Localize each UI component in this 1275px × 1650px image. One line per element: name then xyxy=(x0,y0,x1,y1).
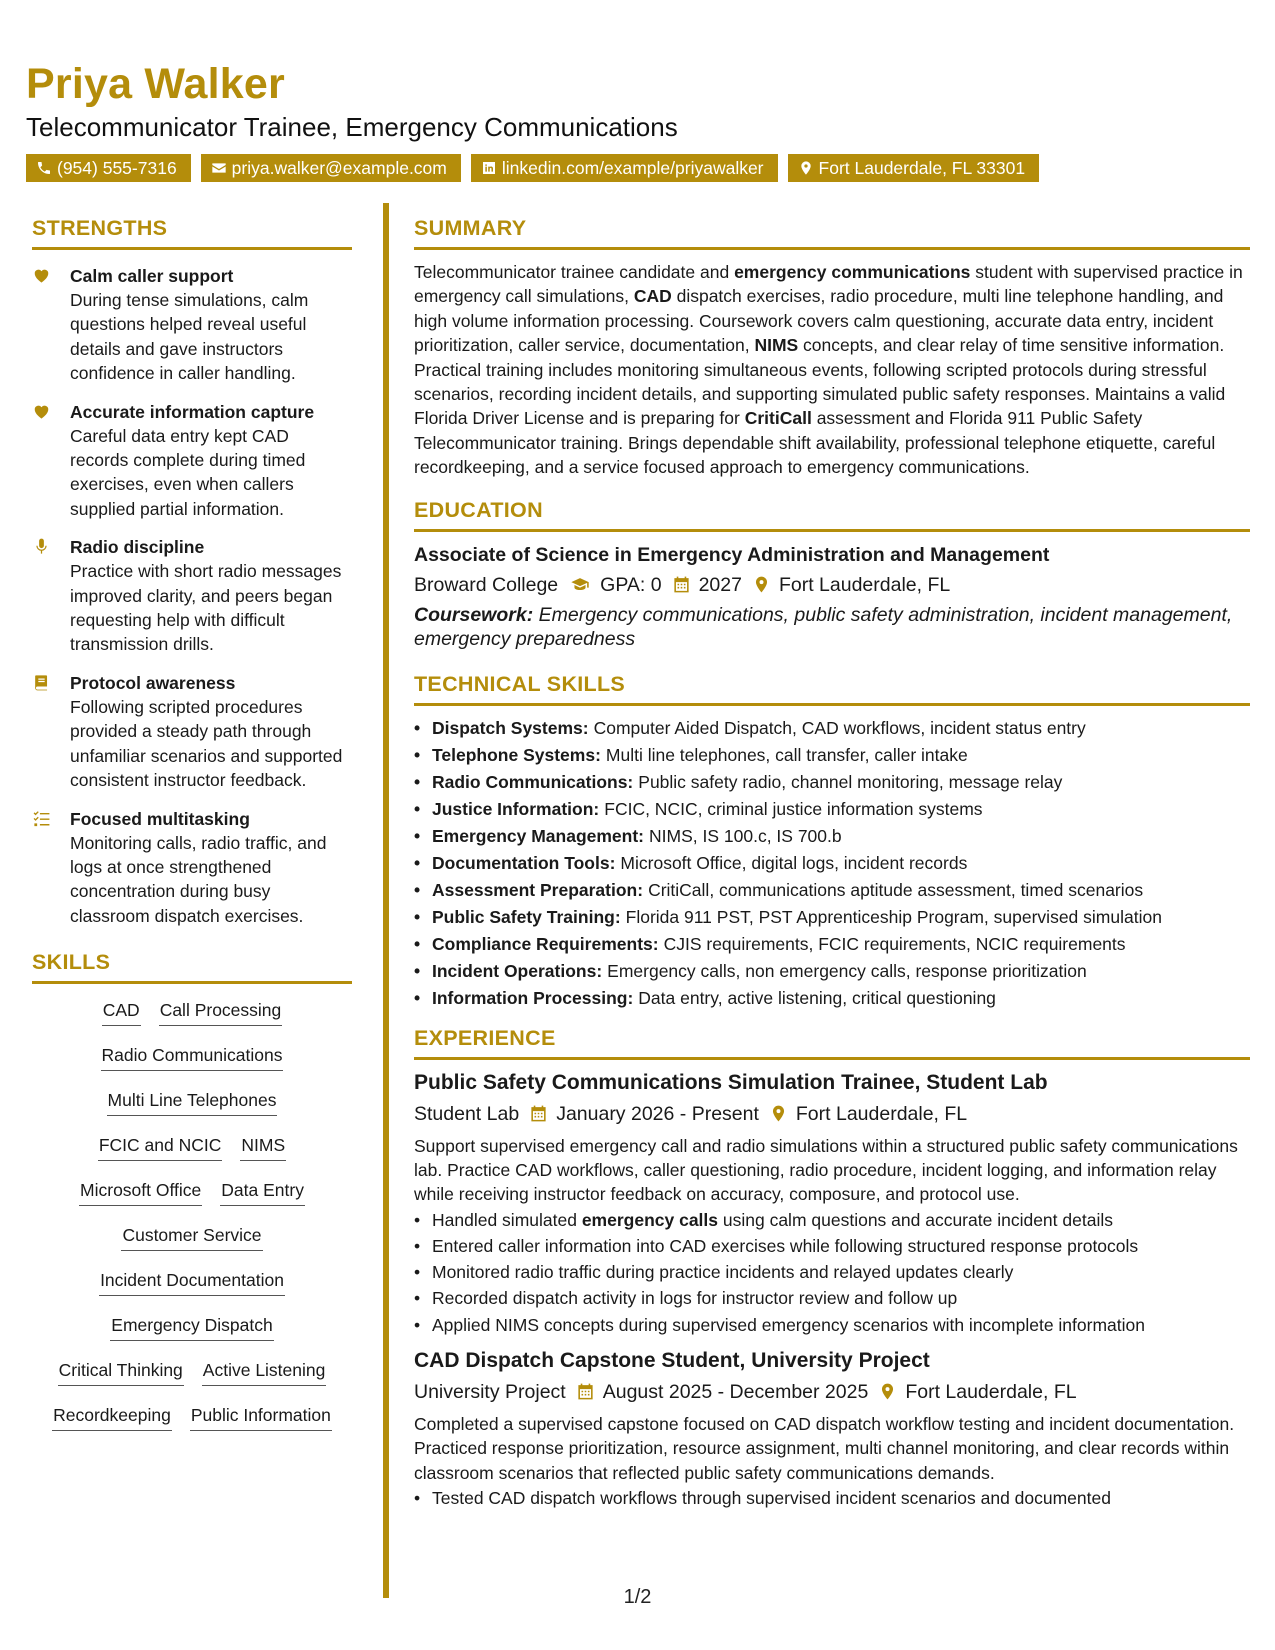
job-dates: January 2026 - Present xyxy=(556,1102,759,1125)
skill-tag: Multi Line Telephones xyxy=(107,1088,278,1116)
skill-tag: CAD xyxy=(102,998,141,1026)
job-meta xyxy=(414,1378,1250,1406)
column-divider xyxy=(383,203,389,1598)
job-location: Fort Lauderdale, FL xyxy=(905,1380,1077,1403)
page-number: 1/2 xyxy=(623,1586,652,1608)
contact-email-text: priya.walker@example.com xyxy=(231,158,447,178)
education-location: Fort Lauderdale, FL xyxy=(778,573,951,596)
education-meta xyxy=(414,571,1250,599)
contact-phone-text: (954) 555-7316 xyxy=(57,158,177,178)
list-item: • Dispatch Systems: Computer Aided Dispatch, CAD workflows, incident status entry xyxy=(414,715,1250,742)
skill-tag: FCIC and NCIC xyxy=(98,1133,223,1161)
job-entry xyxy=(414,1347,1250,1511)
skill-tag: Radio Communications xyxy=(101,1043,284,1071)
gpa: GPA: 0 xyxy=(600,573,662,596)
list-item: • Handled simulated emergency calls using calm questions and accurate incident details xyxy=(414,1207,1250,1233)
strength-desc: Following scripted procedures provided a steady path through unfamiliar scenarios and supported consistent instructor feedback. xyxy=(70,696,343,791)
education-section xyxy=(414,498,1250,652)
skill-tag: Emergency Dispatch xyxy=(110,1313,273,1341)
strength-desc: Monitoring calls, radio traffic, and logs at once strengthened concentration during busy classroom dispatch exercises. xyxy=(70,832,327,926)
skill-tag: Data Entry xyxy=(220,1178,305,1206)
right-column xyxy=(414,216,1250,1511)
map-pin-icon xyxy=(798,160,814,176)
list-item: • Telephone Systems: Multi line telephones, call transfer, caller intake xyxy=(414,742,1250,769)
list-item: • Incident Operations: Emergency calls, non emergency calls, response prioritization xyxy=(414,958,1250,985)
job-org: Student Lab xyxy=(414,1102,520,1125)
strength-item xyxy=(32,400,352,522)
job-location: Fort Lauderdale, FL xyxy=(795,1102,968,1125)
skill-tag: Call Processing xyxy=(159,998,283,1026)
strengths-heading: STRENGTHS xyxy=(32,216,352,250)
summary-text: Telecommunicator trainee candidate and emergency communications student with supervised practice in emergency call simulations, CAD dispatch exercises, radio procedure, multi line telephone handling, and high volume information processing. Coursework covers calm questioning, accurate data entry, incident prioritization, caller service, documentation, NIMS concepts, and clear relay of time sensitive information. Practical training includes monitoring simultaneous events, following scripted protocols during stressful scenarios, recording incident details, and supporting simulated public safety responses. Maintains a valid Florida Driver License and is preparing for CritiCall assessment and Florida 911 Public Safety Telecommunicator training. Brings dependable shift availability, professional telephone etiquette, careful recordkeeping, and a service focused approach to emergency communications. xyxy=(414,262,1243,478)
strength-title: Accurate information capture xyxy=(70,401,315,422)
degree-title: Associate of Science in Emergency Administration and Management xyxy=(414,543,1050,566)
skills-list xyxy=(32,998,352,1448)
contact-location xyxy=(788,154,1040,182)
list-item: • Justice Information: FCIC, NCIC, criminal justice information systems xyxy=(414,796,1250,823)
candidate-name: Priya Walker xyxy=(26,60,285,108)
strength-desc: Practice with short radio messages improved clarity, and peers began requesting help with difficult transmission drills. xyxy=(70,561,342,655)
strength-title: Radio discipline xyxy=(70,537,205,558)
summary-heading: SUMMARY xyxy=(414,216,1250,250)
contact-location-text: Fort Lauderdale, FL 33301 xyxy=(818,158,1026,178)
strength-title: Calm caller support xyxy=(70,266,234,286)
strength-desc: During tense simulations, calm questions helped reveal useful details and gave instructors confidence in caller handling. xyxy=(70,290,309,384)
list-item: • Compliance Requirements: CJIS requirements, FCIC requirements, NCIC requirements xyxy=(414,931,1250,958)
strength-item xyxy=(32,535,352,657)
job-description: Completed a supervised capstone focused on CAD dispatch workflow testing and incident documentation. Practiced response prioritization, resource assignment, multi channel monitoring, and clear records within classroom scenarios that reflected public safety communications demands. xyxy=(414,1413,1235,1483)
skill-tag: NIMS xyxy=(240,1133,286,1161)
phone-icon xyxy=(36,160,52,176)
list-item: • Public Safety Training: Florida 911 PST, PST Apprenticeship Program, supervised simulation xyxy=(414,904,1250,931)
map-pin-icon xyxy=(752,575,771,594)
job-title: Public Safety Communications Simulation Trainee, Student Lab xyxy=(414,1070,1048,1094)
heart-icon xyxy=(32,266,51,285)
experience-section xyxy=(414,1026,1250,1512)
checklist-icon xyxy=(32,809,51,828)
strength-desc: Careful data entry kept CAD records complete during timed exercises, even when callers supplied partial information. xyxy=(70,425,306,519)
envelope-icon xyxy=(211,160,227,176)
skill-tag: Critical Thinking xyxy=(58,1358,184,1386)
job-meta xyxy=(414,1100,1250,1128)
list-item: • Emergency Management: NIMS, IS 100.c, IS 700.b xyxy=(414,823,1250,850)
strength-item xyxy=(32,264,352,386)
skill-tag: Microsoft Office xyxy=(79,1178,202,1206)
list-item: • Documentation Tools: Microsoft Office, digital logs, incident records xyxy=(414,850,1250,877)
skill-tag: Incident Documentation xyxy=(99,1268,285,1296)
coursework-text: Emergency communications, public safety administration, incident management, emergency preparedness xyxy=(414,603,1233,651)
microphone-icon xyxy=(32,537,51,556)
skill-tag: Active Listening xyxy=(202,1358,327,1386)
strength-item xyxy=(32,671,352,793)
coursework xyxy=(414,603,1250,652)
map-pin-icon xyxy=(769,1104,788,1123)
job-entry xyxy=(414,1069,1250,1338)
linkedin-icon xyxy=(481,160,497,176)
list-item: • Entered caller information into CAD exercises while following structured response protocols xyxy=(414,1233,1250,1259)
strength-title: Protocol awareness xyxy=(70,672,236,693)
list-item: • Information Processing: Data entry, active listening, critical questioning xyxy=(414,985,1250,1012)
strength-item xyxy=(32,807,352,929)
graduation-cap-icon xyxy=(568,575,592,594)
book-icon xyxy=(32,673,51,692)
contact-linkedin-text: linkedin.com/example/priyawalker xyxy=(501,158,764,178)
job-dates: August 2025 - December 2025 xyxy=(602,1380,869,1403)
technical-skills-section xyxy=(414,672,1250,1012)
contact-email[interactable] xyxy=(201,154,461,182)
contact-linkedin[interactable] xyxy=(471,154,778,182)
strength-title: Focused multitasking xyxy=(70,808,250,829)
skills-section xyxy=(32,950,352,1448)
left-column xyxy=(32,216,352,1448)
heart-icon xyxy=(32,402,51,421)
job-description: Support supervised emergency call and radio simulations within a structured public safety communications lab. Practice CAD workflows, caller questioning, radio procedure, incident logging, and information relay while receiving instructor feedback on accuracy, composure, and protocol use. xyxy=(414,1135,1238,1205)
job-bullets xyxy=(414,1207,1250,1338)
list-item: • Assessment Preparation: CritiCall, communications aptitude assessment, timed scenarios xyxy=(414,877,1250,904)
education-heading: EDUCATION xyxy=(414,498,1250,532)
skill-tag: Public Information xyxy=(190,1403,332,1431)
contact-bar xyxy=(26,154,1039,182)
graduation-year: 2027 xyxy=(698,573,742,596)
calendar-icon xyxy=(672,575,691,594)
list-item: • Tested CAD dispatch workflows through supervised incident scenarios and documented xyxy=(414,1485,1250,1511)
list-item: • Monitored radio traffic during practice incidents and relayed updates clearly xyxy=(414,1259,1250,1285)
job-org: University Project xyxy=(414,1380,566,1403)
calendar-icon xyxy=(529,1104,548,1123)
experience-heading: EXPERIENCE xyxy=(414,1026,1250,1060)
coursework-label: Coursework: xyxy=(414,603,534,626)
job-bullets xyxy=(414,1485,1250,1511)
technical-skills-heading: TECHNICAL SKILLS xyxy=(414,672,1250,706)
skills-heading: SKILLS xyxy=(32,950,352,984)
job-title: CAD Dispatch Capstone Student, University Project xyxy=(414,1348,930,1372)
skill-tag: Recordkeeping xyxy=(52,1403,172,1431)
candidate-title: Telecommunicator Trainee, Emergency Communications xyxy=(26,112,678,142)
skill-tag: Customer Service xyxy=(121,1223,262,1251)
list-item: • Applied NIMS concepts during supervised emergency scenarios with incomplete information xyxy=(414,1312,1250,1338)
list-item: • Recorded dispatch activity in logs for instructor review and follow up xyxy=(414,1285,1250,1311)
calendar-icon xyxy=(576,1382,595,1401)
school-name: Broward College xyxy=(414,573,559,596)
technical-skills-list xyxy=(414,715,1250,1012)
contact-phone[interactable] xyxy=(26,154,191,182)
list-item: • Radio Communications: Public safety radio, channel monitoring, message relay xyxy=(414,769,1250,796)
map-pin-icon xyxy=(878,1382,897,1401)
